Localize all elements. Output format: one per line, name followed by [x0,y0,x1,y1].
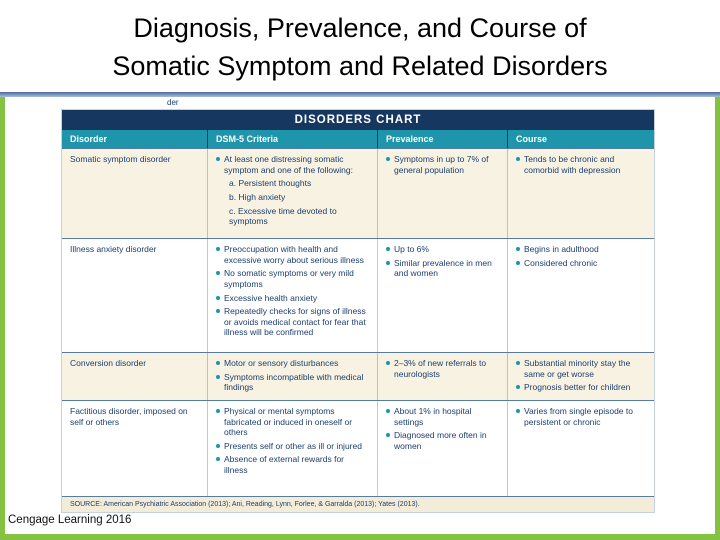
table-row [62,238,654,352]
slide-border-bottom [0,534,720,540]
course-cell [507,401,654,496]
course-item-text: Begins in adulthood [524,244,599,254]
prevalence-cell [377,401,507,496]
title-divider [0,92,720,97]
table-row [62,400,654,496]
chart-body [62,148,654,496]
bullet-icon [216,457,220,461]
list-item [386,154,499,175]
bullet-icon [216,361,220,365]
bullet-icon [386,433,390,437]
list-item [229,206,369,227]
slide-border-right [715,97,720,540]
criteria-item-text: At least one distressing somatic symptom and one of the following: [224,154,353,175]
prevalence-item-text: Up to 6% [394,244,429,254]
bullet-icon [216,157,220,161]
list-item [216,406,369,438]
column-header-disorder: Disorder [70,134,108,144]
list-item [386,258,499,279]
prevalence-item-text: About 1% in hospital settings [394,405,472,427]
bullet-icon [216,309,220,313]
bullet-icon [216,409,220,413]
bullet-icon [516,261,520,265]
list-item [516,154,646,175]
column-header-course: Course [507,130,654,148]
table-row [62,352,654,400]
bullet-icon [216,271,220,275]
prevalence-item-text: Diagnosed more often in women [394,430,487,451]
list-item [516,244,646,255]
bullet-icon [216,296,220,300]
criteria-item-text: Physical or mental symptoms fabricated or induced in oneself or others [224,405,353,438]
prevalence-cell [377,149,507,238]
criteria-item-text: Excessive health anxiety [224,292,318,303]
criteria-cell [207,239,377,352]
disorder-name: Factitious disorder, imposed on self or others [70,405,188,427]
credit-text: Cengage Learning 2016 [8,514,132,526]
bullet-icon [386,409,390,413]
list-item [516,406,646,427]
criteria-cell [207,149,377,238]
disorder-name: Conversion disorder [70,358,147,368]
list-item [386,358,499,379]
bullet-icon [386,247,390,251]
course-cell [507,239,654,352]
bullet-icon [386,361,390,365]
list-item [386,244,499,255]
list-item [216,358,369,369]
list-item [216,454,369,475]
criteria-cell [207,401,377,496]
list-item [216,268,369,289]
list-item [229,178,369,189]
list-item [229,192,369,203]
criteria-item-text: Absence of external rewards for illness [224,454,345,475]
prevalence-item-text: 2–3% of new referrals to neurologists [394,358,487,379]
bullet-icon [386,261,390,265]
title-line-2: Somatic Symptom and Related Disorders [112,51,608,81]
list-item [216,293,369,304]
criteria-item-text: Preoccupation with health and excessive worry about serious illness [224,244,364,265]
bullet-icon [386,157,390,161]
criteria-item-text: c. Excessive time devoted to symptoms [229,205,337,227]
course-item-text: Substantial minority stay the same or get worse [524,358,631,379]
disorder-name: Somatic symptom disorder [70,154,171,164]
title-line-1: Diagnosis, Prevalence, and Course of [133,13,587,43]
disorders-chart [62,110,654,512]
criteria-item-text: Presents self or other as ill or injured [224,440,362,451]
criteria-item-text: Repeatedly checks for signs of illness or avoids medical contact for fear that illness will be confirmed [224,306,366,338]
list-item [216,244,369,265]
bullet-icon [516,361,520,365]
bullet-icon [516,247,520,251]
bullet-icon [216,375,220,379]
list-item [516,382,646,393]
list-item [516,258,646,269]
prevalence-item-text: Similar prevalence in men and women [394,257,492,279]
disorder-name: Illness anxiety disorder [70,244,157,254]
chart-source: SOURCE: American Psychiatric Association (2013); Ani, Reading, Lynn, Forlee, & Garralda (2013); Yates (2013). [62,496,654,512]
list-item [516,358,646,379]
bullet-icon [216,444,220,448]
chart-header-row [62,130,654,148]
course-cell [507,353,654,400]
course-cell [507,149,654,238]
criteria-item-text: Motor or sensory disturbances [224,358,339,368]
criteria-item-text: a. Persistent thoughts [229,178,312,189]
chart-title: DISORDERS CHART [62,110,654,130]
bullet-icon [216,247,220,251]
course-item-text: Tends to be chronic and comorbid with depression [524,154,621,175]
criteria-item-text: No somatic symptoms or very mild symptoms [224,268,354,289]
list-item [216,441,369,452]
course-item-text: Considered chronic [524,257,598,268]
page-title [0,9,720,85]
column-header-prevalence: Prevalence [377,130,507,148]
criteria-cell [207,353,377,400]
list-item [386,406,499,427]
list-item [216,306,369,338]
prevalence-cell [377,239,507,352]
list-item [216,154,369,175]
list-item [386,430,499,451]
prevalence-cell [377,353,507,400]
table-row [62,148,654,238]
bullet-icon [516,385,520,389]
course-item-text: Varies from single episode to persistent or chronic [524,405,633,427]
course-item-text: Prognosis better for children [524,382,631,393]
criteria-item-text: b. High anxiety [229,191,286,202]
list-item [216,372,369,393]
bullet-icon [516,157,520,161]
criteria-item-text: Symptoms incompatible with medical findings [224,371,364,393]
column-header-criteria: DSM-5 Criteria [207,130,377,148]
slide-border-left [0,97,5,540]
bullet-icon [516,409,520,413]
prevalence-item-text: Symptoms in up to 7% of general population [394,154,489,175]
cropped-artifact-text: der [167,98,179,107]
